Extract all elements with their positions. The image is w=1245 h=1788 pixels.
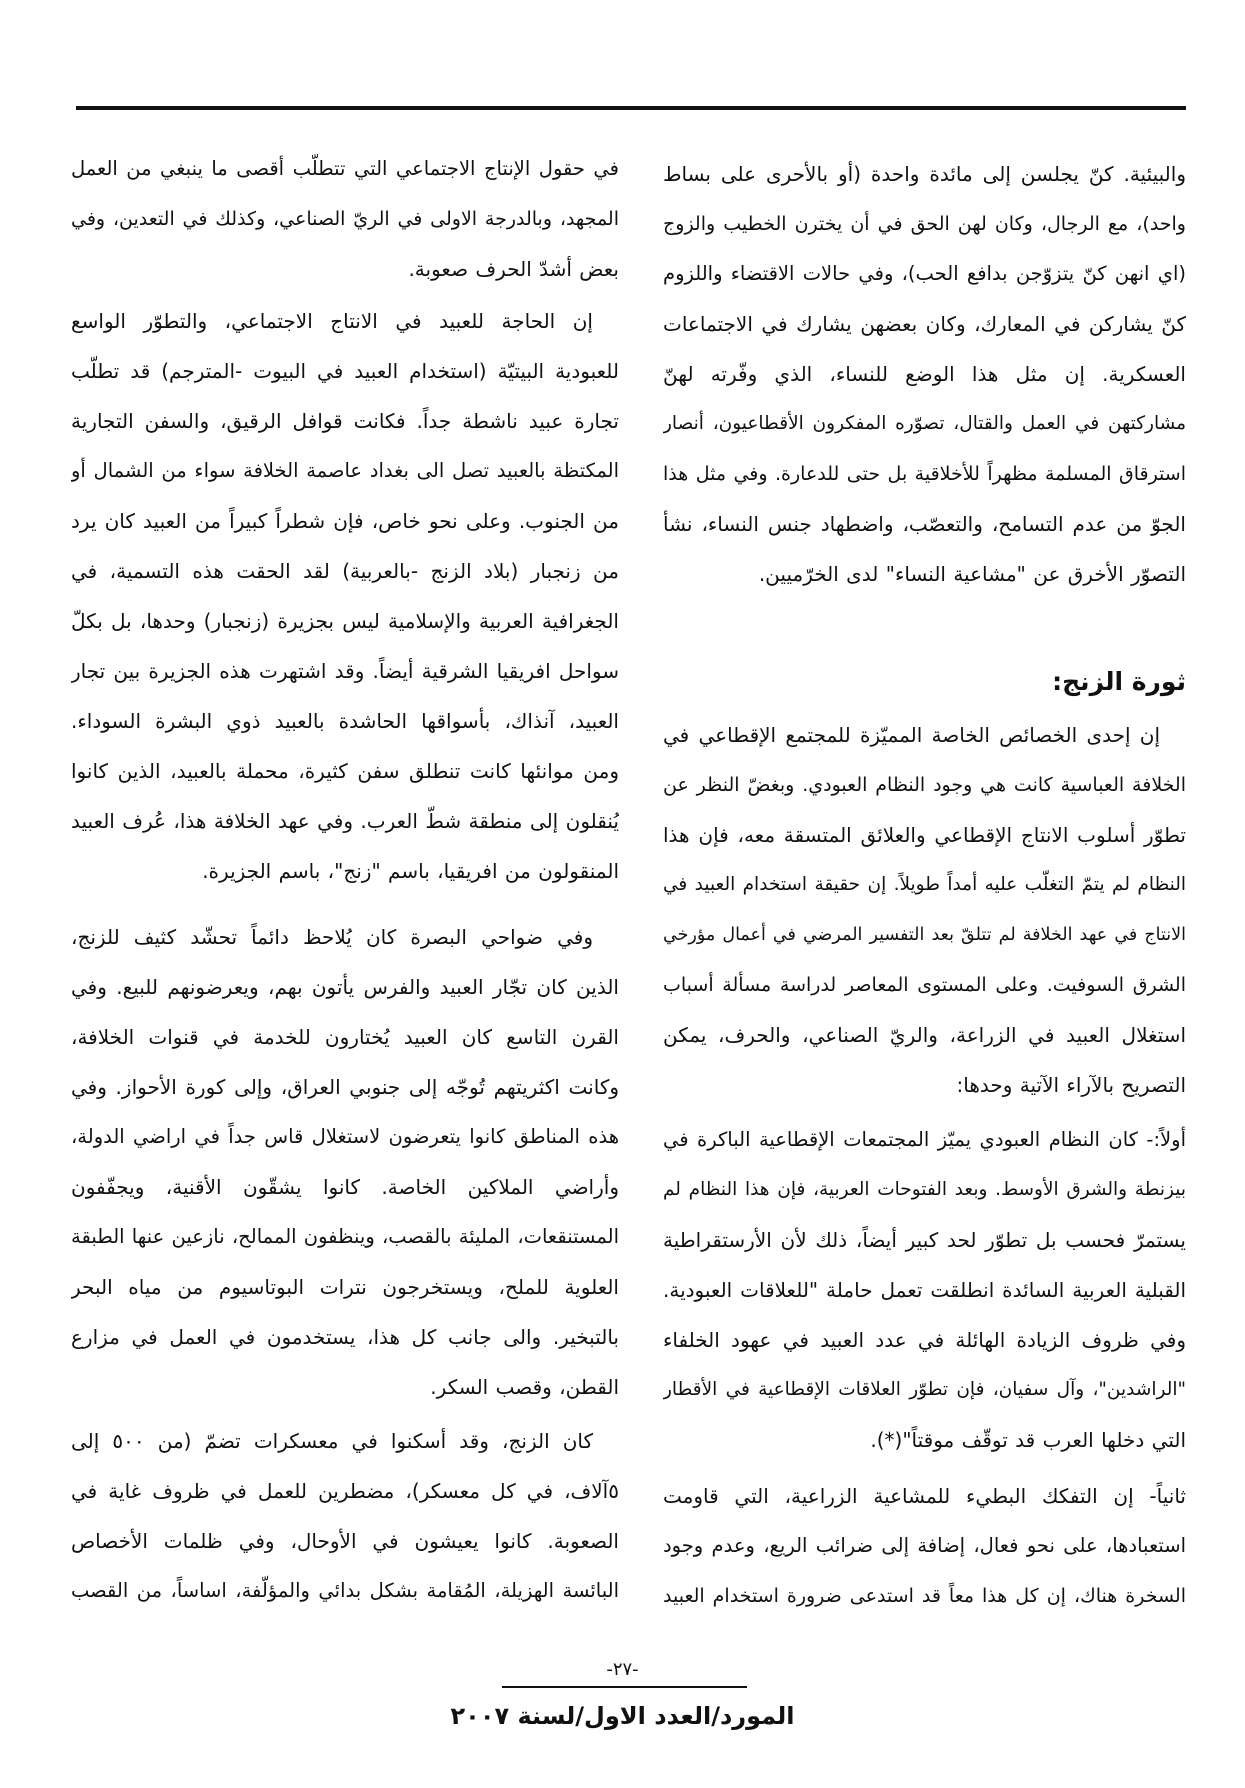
text-line: العبيد، آنذاك، بأسواقها الحاشدة بالعبيد ذوي البشرة السوداء. xyxy=(71,709,619,733)
text-line: الجوّ من عدم التسامح، والتعصّب، واضطهاد جنس النساء، نشأ xyxy=(663,512,1186,536)
text-line: بعض أشدّ الحرف صعوبة. xyxy=(408,257,619,281)
text-line: المنقولون من افريقيا، باسم "زنج"، باسم الجزيرة. xyxy=(202,859,619,883)
text-line: المكتظة بالعبيد تصل الى بغداد عاصمة الخلافة سواء من الشمال أو xyxy=(71,459,619,482)
text-line: السخرة هناك، إن كل هذا معاً قد استدعى ضرورة استخدام العبيد xyxy=(663,1585,1186,1607)
text-line: استغلال العبيد في الزراعة، والريّ الصناعي، والحرف، يمكن xyxy=(663,1023,1186,1047)
paragraph xyxy=(663,1115,1186,1465)
text-line: وكانت اكثريتهم تُوجّه إلى جنوبي العراق، وإلى كورة الأحواز. وفي xyxy=(71,1075,619,1099)
paragraph xyxy=(663,1471,1186,1621)
text-line: القطن، وقصب السكر. xyxy=(430,1375,619,1399)
paragraph-continued xyxy=(663,149,1186,599)
text-line: المستنقعات، المليئة بالقصب، وينظفون الممالح، نازعين عنها الطبقة xyxy=(71,1225,619,1248)
text-line: كنّ يشاركن في المعارك، وكان بعضهن يشارك في الاجتماعات xyxy=(663,312,1186,336)
text-line: إن إحدى الخصائص الخاصة المميّزة للمجتمع الإقطاعي في xyxy=(663,723,1160,747)
journal-footer: المورد/العدد الاول/لسنة ٢٠٠٧ xyxy=(450,1702,795,1730)
text-line: البائسة الهزيلة، المُقامة بشكل بدائي والمؤلّفة، اساساً، من القصب xyxy=(71,1579,619,1602)
text-line: التصريح بالآراء الآتية وحدها: xyxy=(956,1073,1186,1097)
text-line: للعبودية البيتيّة (استخدام العبيد في البيوت -المترجم) قد تطلّب xyxy=(71,359,619,383)
text-line: وفي ظروف الزيادة الهائلة في عدد العبيد في عهود الخلفاء xyxy=(663,1328,1186,1352)
text-line: يستمرّ فحسب بل تطوّر لحد كبير أيضاً، ذلك لأن الأرستقراطية xyxy=(663,1228,1186,1252)
text-line: واحد)، مع الرجال، وكان لهن الحق في أن يخترن الخطيب والزوج xyxy=(663,213,1186,235)
text-line: العلوية للملح، ويستخرجون نترات البوتاسيوم من مياه البحر xyxy=(71,1275,619,1299)
text-line: التصوّر الأخرق عن "مشاعية النساء" لدى الخرّميين. xyxy=(758,562,1186,586)
paragraph xyxy=(663,710,1186,1110)
text-line: الذين كان تجّار العبيد والفرس يأتون بهم، ويعرضونهم للبيع. وفي xyxy=(71,975,619,999)
text-line: التي دخلها العرب قد توقّف موقتاً"(*). xyxy=(870,1428,1186,1452)
text-line: وأراضي الملاكين الخاصة. كانوا يشقّون الأقنية، ويجفّفون xyxy=(71,1175,619,1199)
text-line: النظام لم يتمّ التغلّب عليه أمداً طويلاً. إن حقيقة استخدام العبيد في xyxy=(663,874,1186,895)
paragraph xyxy=(71,296,619,896)
text-line: الجغرافية العربية والإسلامية ليس بجزيرة (زنجبار) وحدها، بل بكلّ xyxy=(71,609,619,633)
text-line: من زنجبار (بلاد الزنج -بالعربية) لقد الحقت هذه التسمية، في xyxy=(71,559,619,583)
text-line: كان الزنج، وقد أسكنوا في معسكرات تضمّ (من ٥٠٠ إلى xyxy=(71,1429,594,1453)
paragraph-continued xyxy=(71,144,619,294)
text-line: الانتاج في عهد الخلافة لم تتلقّ بعد التفسير المرضي في أعمال مؤرخي xyxy=(663,925,1186,945)
left-column xyxy=(71,144,619,1616)
text-line: "الراشدين"، وآل سفيان، فإن تطوّر العلاقات الإقطاعية في الأقطار xyxy=(663,1379,1186,1400)
header-rule xyxy=(76,106,1186,110)
text-line: تجارة عبيد ناشطة جداً. فكانت قوافل الرقيق، والسفن التجارية xyxy=(71,409,619,433)
text-line: ٥آلاف، في كل معسكر)، مضطرين للعمل في ظروف غاية في xyxy=(71,1479,619,1503)
text-line: بيزنطة والشرق الأوسط. وبعد الفتوحات العربية، فإن هذا النظام لم xyxy=(663,1179,1186,1200)
text-line: أولاً:- كان النظام العبودي يميّز المجتمعات الإقطاعية الباكرة في xyxy=(663,1128,1186,1151)
text-line: وفي ضواحي البصرة كان يُلاحظ دائماً تحشّد كثيف للزنج، xyxy=(71,925,593,949)
text-line: والبيئية. كنّ يجلسن إلى مائدة واحدة (أو بالأحرى على بساط xyxy=(663,162,1186,186)
text-line: سواحل افريقيا الشرقية أيضاً. وقد اشتهرت هذه الجزيرة بين تجار xyxy=(71,659,619,683)
text-line: المجهد، وبالدرجة الاولى في الريّ الصناعي، وكذلك في التعدين، وفي xyxy=(71,208,619,230)
text-line: يُنقلون إلى منطقة شطّ العرب. وفي عهد الخلافة هذا، عُرف العبيد xyxy=(71,809,619,833)
text-line: من الجنوب. وعلى نحو خاص، فإن شطراً كبيراً من العبيد كان يرد xyxy=(71,509,619,533)
text-line: الشرق السوفيت. وعلى المستوى المعاصر لدراسة مسألة أسباب xyxy=(663,974,1186,996)
paragraph xyxy=(71,912,619,1412)
text-line: الصعوبة. كانوا يعيشون في الأوحال، وفي ظلمات الأخصاص xyxy=(71,1529,619,1553)
text-line: العسكرية. إن مثل هذا الوضع للنساء، الذي وفّرته لهنّ xyxy=(663,362,1186,386)
text-line: (اي انهن كنّ يتزوّجن بدافع الحب)، وفي حالات الاقتضاء واللزوم xyxy=(663,262,1186,285)
text-line: في حقول الإنتاج الاجتماعي التي تتطلّب أقصى ما ينبغي من العمل xyxy=(71,157,619,180)
right-column xyxy=(663,149,1186,1621)
text-line: القرن التاسع كان العبيد يُختارون للخدمة في قنوات الخلافة، xyxy=(71,1025,619,1049)
footer-rule xyxy=(502,1686,747,1688)
text-line: بالتبخير. والى جانب كل هذا، يستخدمون في العمل في مزارع xyxy=(71,1325,619,1349)
paragraph xyxy=(71,1416,619,1616)
text-line: مشاركتهن في العمل والقتال، تصوّره المفكرون الأقطاعيون، أنصار xyxy=(663,413,1186,434)
section-heading: ثورة الزنج: xyxy=(1052,667,1186,696)
text-line: ومن موانئها كانت تنطلق سفن كثيرة، محملة بالعبيد، الذين كانوا xyxy=(71,759,619,783)
text-line: استعبادها، على نحو فعال، إضافة إلى ضرائب الريع، وعدم وجود xyxy=(663,1534,1186,1557)
text-line: إن الحاجة للعبيد في الانتاج الاجتماعي، والتطوّر الواسع xyxy=(71,309,593,333)
text-line: الخلافة العباسية كانت هي وجود النظام العبودي. وبغضّ النظر عن xyxy=(663,774,1186,796)
text-line: استرقاق المسلمة مظهراً للأخلاقية بل حتى للدعارة. وفي مثل هذا xyxy=(663,463,1186,485)
text-line: القبلية العربية السائدة انطلقت تعمل حاملة "للعلاقات العبودية. xyxy=(663,1278,1186,1302)
page-number: -٢٧- xyxy=(606,1659,639,1680)
text-line: تطوّر أسلوب الانتاج الإقطاعي والعلائق المتسقة معه، فإن هذا xyxy=(663,823,1186,847)
text-line: ثانياً- إن التفكك البطيء للمشاعية الزراعية، التي قاومت xyxy=(663,1484,1186,1508)
text-line: هذه المناطق كانوا يتعرضون لاستغلال قاس جداً في اراضي الدولة، xyxy=(71,1125,619,1148)
